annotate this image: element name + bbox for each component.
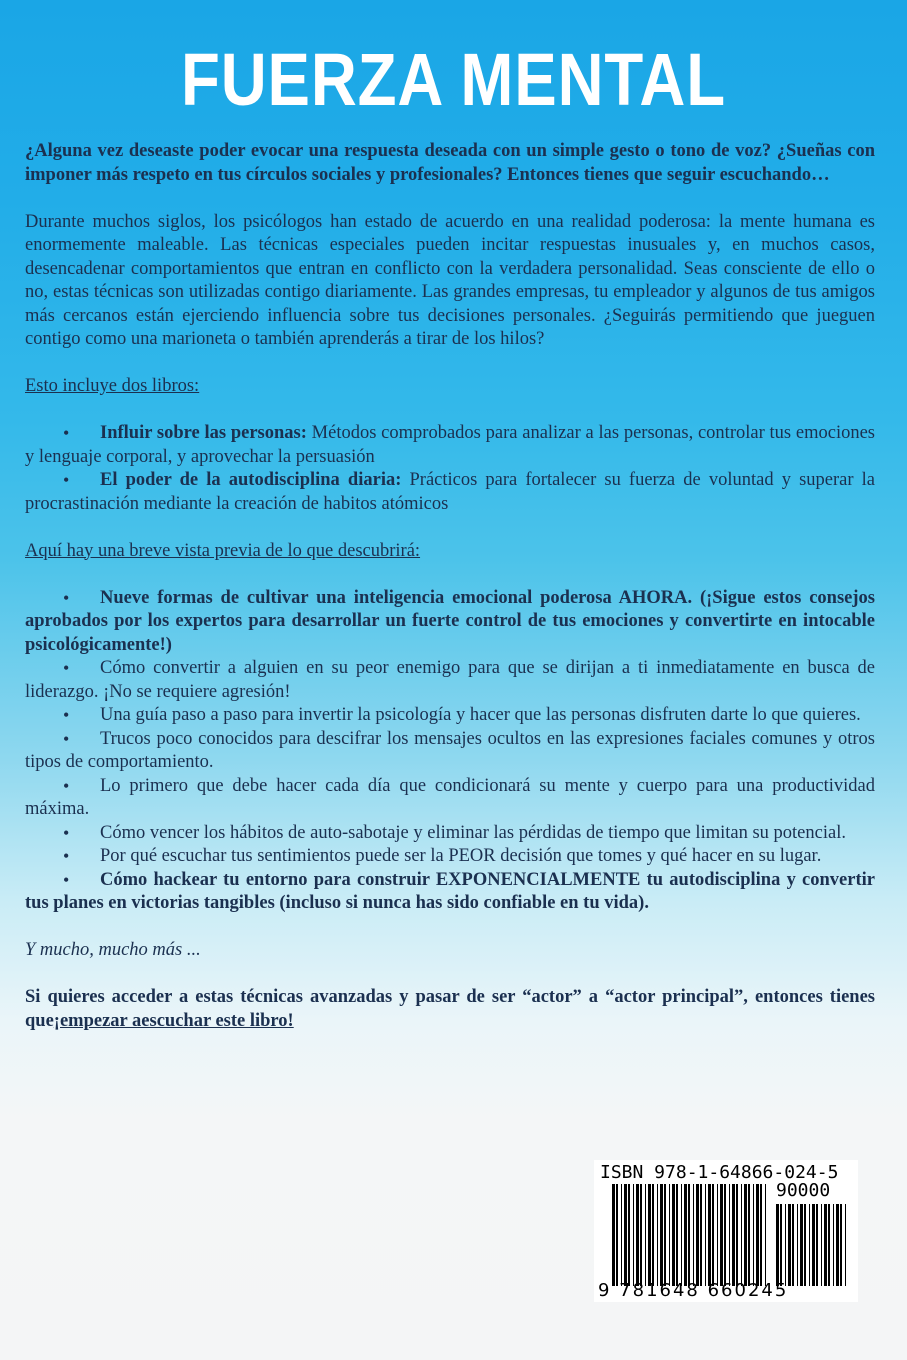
list-item	[25, 469, 875, 516]
list-item	[25, 869, 875, 916]
barcode-bar	[812, 1204, 815, 1286]
barcode-bar	[636, 1184, 639, 1286]
preview-list	[25, 587, 875, 916]
more-text: Y mucho, mucho más ...	[25, 940, 201, 960]
barcode-bar	[624, 1184, 627, 1286]
list-item	[25, 822, 875, 846]
preview-item-text: Nueve formas de cultivar una inteligencia emocional poderosa AHORA. (¡Sigue estos consejos aprobados por los expertos para desarrollar un fuerte control de tus emociones y convertirte en intocable psicológicamente!)	[25, 587, 875, 655]
barcode-bar	[633, 1184, 634, 1286]
list-item	[25, 587, 875, 658]
bullet-icon: •	[63, 705, 70, 725]
barcode-bar	[828, 1204, 830, 1286]
body-paragraph: Durante muchos siglos, los psicólogos han estado de acuerdo en una realidad poderosa: la mente humana es enormemente maleable. Las técnicas especiales pueden incitar respuestas inusuales y, en muchos casos, desencadenar comportamientos que entran en conflicto con la verdadera personalidad. Seas consciente de ello o no, estas técnicas son utilizadas contigo diariamente. Las grandes empresas, tu empleador y algunos de tus amigos más cercanos están ejerciendo influencia sobre tus decisiones personales. ¿Seguirás permitiendo que jueguen contigo como una marioneta o también aprenderás a tirar de los hilos?	[25, 211, 875, 349]
barcode-bar	[612, 1184, 615, 1286]
barcode-bar	[628, 1184, 630, 1286]
bullet-icon: •	[63, 728, 70, 749]
barcode-bar	[744, 1184, 747, 1286]
bullet-icon: •	[63, 587, 70, 608]
barcode-bar	[724, 1184, 726, 1286]
barcode-bar	[809, 1204, 810, 1286]
preview-item-text: Cómo convertir a alguien en su peor enemigo para que se dirijan a ti inmediatamente en busca de liderazgo. ¡No se requiere agresión!	[25, 658, 875, 702]
back-cover-text	[25, 140, 875, 1057]
barcode-bar	[681, 1184, 682, 1286]
barcode-bar	[756, 1184, 759, 1286]
barcode-bar	[824, 1204, 827, 1286]
book-title-item: El poder de la autodisciplina diaria:	[100, 470, 402, 490]
books-list	[25, 422, 875, 516]
bullet-icon: •	[63, 658, 70, 678]
closing-paragraph	[25, 986, 875, 1033]
book-title: FUERZA MENTAL	[181, 38, 726, 121]
barcode-bar	[821, 1204, 822, 1286]
barcode-bar	[717, 1184, 718, 1286]
barcode-bar	[616, 1184, 618, 1286]
list-item	[25, 728, 875, 775]
barcode-bar	[736, 1184, 738, 1286]
barcode-bar	[705, 1184, 706, 1286]
list-item	[25, 422, 875, 469]
barcode-bar	[720, 1184, 723, 1286]
barcode-bar	[776, 1204, 779, 1286]
bullet-icon: •	[63, 869, 70, 890]
barcode-bar	[785, 1204, 786, 1286]
bullet-icon: •	[63, 423, 70, 443]
barcode-bar	[765, 1184, 766, 1286]
barcode-bar	[648, 1184, 651, 1286]
barcode-bar	[753, 1184, 754, 1286]
barcode-bar	[760, 1184, 762, 1286]
barcode-bar	[748, 1184, 750, 1286]
ean-digits: 9 781648 660245	[598, 1280, 789, 1301]
barcode-bar	[845, 1204, 846, 1286]
books-heading: Esto incluye dos libros:	[25, 376, 200, 396]
preview-item-text: Por qué escuchar tus sentimientos puede ser la PEOR decisión que tomes y qué hacer en su lugar.	[100, 846, 822, 866]
price-code: 90000	[776, 1180, 831, 1201]
barcode-bar	[657, 1184, 658, 1286]
bullet-icon: •	[63, 775, 70, 796]
list-item	[25, 775, 875, 822]
barcode-bar	[797, 1204, 798, 1286]
intro-paragraph: ¿Alguna vez deseaste poder evocar una respuesta deseada con un simple gesto o tono de voz? ¿Sueñas con imponer más respeto en tus círculos sociales y profesionales? Entonces tienes que seguir escuchando…	[25, 141, 875, 185]
barcode-bar	[788, 1204, 791, 1286]
book-title-item: Influir sobre las personas:	[100, 423, 307, 443]
isbn-label: ISBN 978-1-64866-024-5	[600, 1162, 839, 1183]
barcode-bar	[660, 1184, 663, 1286]
preview-item-text: Cómo vencer los hábitos de auto-sabotaje y eliminar las pérdidas de tiempo que limitan su potencial.	[100, 822, 846, 843]
barcode-bar	[732, 1184, 735, 1286]
book-description: Métodos comprobados para analizar a las personas, controlar tus emociones y lenguaje corporal, y aprovechar la persuasión	[25, 423, 875, 467]
barcode-bar	[696, 1184, 699, 1286]
barcode-bar	[741, 1184, 742, 1286]
barcode-bar	[729, 1184, 730, 1286]
bullet-icon: •	[63, 846, 70, 866]
list-item	[25, 704, 875, 728]
preview-item-text: Trucos poco conocidos para descifrar los mensajes ocultos en las expresiones faciales comunes y otros tipos de comportamiento.	[25, 728, 875, 772]
barcode-bar	[792, 1204, 794, 1286]
barcode-bar	[652, 1184, 654, 1286]
list-item	[25, 657, 875, 704]
barcode-bar	[684, 1184, 687, 1286]
barcode-bar	[693, 1184, 694, 1286]
barcode-bar	[804, 1204, 806, 1286]
preview-heading: Aquí hay una breve vista previa de lo que descubrirá:	[25, 540, 421, 561]
barcode-bar	[676, 1184, 678, 1286]
barcode-bar	[621, 1184, 622, 1286]
barcode	[594, 1160, 858, 1302]
barcode-bar	[672, 1184, 675, 1286]
bullet-icon: •	[63, 822, 70, 843]
barcode-bar	[800, 1204, 803, 1286]
barcode-bar	[780, 1204, 782, 1286]
barcode-bar	[816, 1204, 818, 1286]
preview-item-text: Cómo hackear tu entorno para construir EXPONENCIALMENTE tu autodisciplina y convertir tus planes en victorias tangibles (incluso si nunca has sido confiable en tu vida).	[25, 869, 875, 913]
barcode-bar	[664, 1184, 666, 1286]
barcode-bar	[712, 1184, 714, 1286]
book-description: Prácticos para fortalecer su fuerza de voluntad y superar la procrastinación mediante la creación de habitos atómicos	[25, 470, 875, 514]
barcode-bar	[833, 1204, 834, 1286]
list-item	[25, 845, 875, 869]
barcode-bar	[640, 1184, 642, 1286]
preview-item-text: Lo primero que debe hacer cada día que condicionará su mente y cuerpo para una productividad máxima.	[25, 775, 875, 819]
barcode-bar	[840, 1204, 842, 1286]
barcode-bar	[836, 1204, 839, 1286]
closing-link: ¡empezar aescuchar este libro!	[53, 1010, 294, 1031]
barcode-bar	[700, 1184, 702, 1286]
barcode-bar	[708, 1184, 711, 1286]
bullet-icon: •	[63, 470, 70, 490]
preview-item-text: Una guía paso a paso para invertir la psicología y hacer que las personas disfruten darte lo que quieres.	[100, 705, 861, 725]
barcode-bar	[688, 1184, 690, 1286]
barcode-bar	[645, 1184, 646, 1286]
barcode-bar	[669, 1184, 670, 1286]
closing-text: Si quieres acceder a estas técnicas avanzadas y pasar de ser “actor” a “actor principal”, entonces tienes que	[25, 987, 875, 1031]
